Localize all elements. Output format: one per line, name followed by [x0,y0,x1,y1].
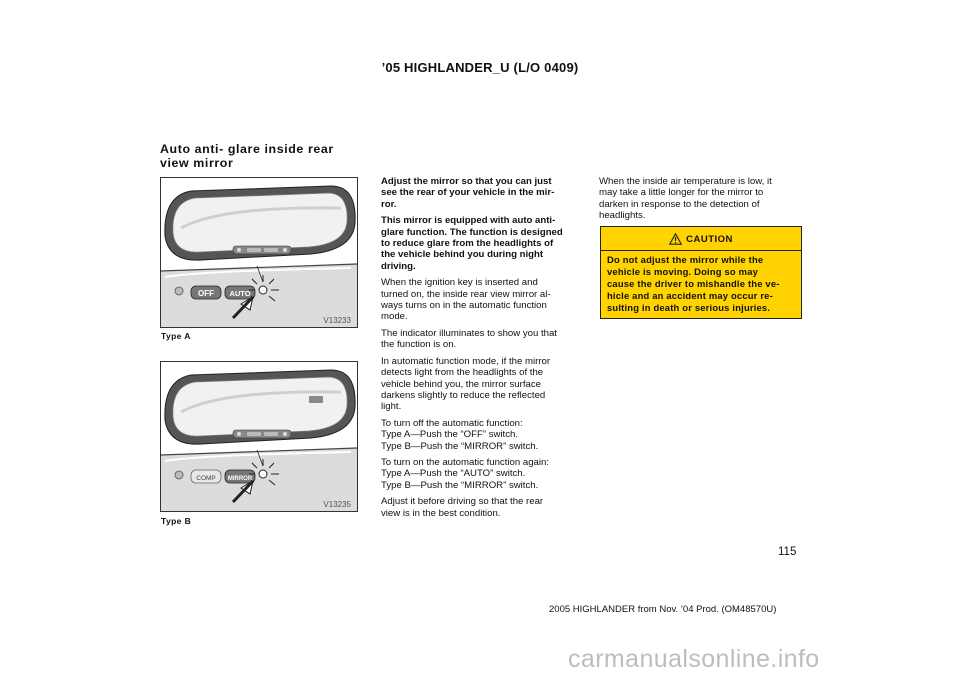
page-number: 115 [778,546,797,558]
text-line: the function is on. [381,339,457,351]
section-title [160,142,360,170]
text-line: to reduce glare from the headlights of [381,238,554,250]
text-line: darken in response to the detection of [599,198,760,210]
text-line: driving. [381,260,416,272]
text-line: may take a little longer for the mirror to [599,187,764,199]
text-line: ways turns on in the automatic function [381,300,547,312]
paragraph-turn-off [381,418,580,452]
text-line: the vehicle behind you during night [381,249,544,261]
paragraph-adjust-mirror [381,176,580,210]
paragraph-indicator [381,328,580,351]
comp-button-label: COMP [196,475,216,482]
text-line: view is in the best condition. [381,507,501,519]
text-line: To turn on the automatic function again: [381,456,549,468]
section-title-line: Auto anti- glare inside rear [160,142,334,156]
figure-code: V13233 [323,316,351,325]
text-line: The indicator illuminates to show you that [381,327,557,339]
figure-caption-b: Type B [161,516,192,526]
text-line: headlights. [599,210,646,222]
caution-header [601,229,801,249]
paragraph-low-temperature [599,176,802,222]
paragraph-automatic-mode [381,356,580,413]
paragraph-adjust-before-driving [381,496,580,519]
caution-divider [601,250,801,251]
off-button-label: OFF [198,289,214,298]
text-line: When the ignition key is inserted and [381,277,538,289]
text-line: see the rear of your vehicle in the mir- [381,187,555,199]
text-line: hicle and an accident may occur re- [607,290,773,301]
text-line: light. [381,401,402,413]
watermark-text: carmanualsonline.info [568,645,820,673]
text-line: Type A—Push the “AUTO” switch. [381,468,526,480]
text-line: mode. [381,311,408,323]
temperature-note [599,176,802,227]
section-title-line: view mirror [160,156,234,170]
mirror-illustration-b [161,362,357,511]
figure-type-a [160,177,358,328]
text-line: Type A—Push the “OFF” switch. [381,429,519,441]
text-line: darkens slightly to reduce the reflected [381,389,546,401]
text-line: ror. [381,198,397,210]
text-line: Do not adjust the mirror while the [607,254,764,265]
mirror-button-label: MIRROR [227,476,253,482]
figure-code: V13235 [323,500,351,509]
paragraph-anti-glare-function [381,215,580,272]
text-line: detects light from the headlights of the [381,367,544,379]
text-line: Type B—Push the “MIRROR” switch. [381,440,539,452]
caution-title: CAUTION [686,233,733,245]
caution-text [607,254,795,314]
figure-caption-a: Type A [161,331,191,341]
auto-button-label: AUTO [229,289,251,298]
caution-box [600,226,802,319]
text-line: Adjust the mirror so that you can just [381,176,552,187]
text-line: In automatic function mode, if the mirror [381,355,551,367]
text-line: vehicle behind you, the mirror surface [381,378,541,390]
document-header: ’05 HIGHLANDER_U (L/O 0409) [381,60,579,75]
text-line: cause the driver to mishandle the ve- [607,278,780,289]
document-footer: 2005 HIGHLANDER from Nov. ’04 Prod. (OM48570U) [549,604,777,615]
text-line: Type B—Push the “MIRROR” switch. [381,479,539,491]
text-line: vehicle is moving. Doing so may [607,266,759,277]
text-line: glare function. The function is designed [381,226,563,238]
text-line: When the inside air temperature is low, it [599,176,772,187]
text-line: turned on, the inside rear view mirror al- [381,288,551,300]
text-line: Adjust it before driving so that the rear [381,496,544,508]
text-line: sulting in death or serious injuries. [607,302,771,313]
paragraph-turn-on [381,457,580,491]
mirror-illustration-a [161,178,357,327]
paragraph-ignition [381,277,580,323]
warning-triangle-icon [669,233,682,245]
text-line: This mirror is equipped with auto anti- [381,215,556,227]
figure-type-b [160,361,358,512]
text-line: To turn off the automatic function: [381,417,523,429]
instructions-column [381,176,580,524]
